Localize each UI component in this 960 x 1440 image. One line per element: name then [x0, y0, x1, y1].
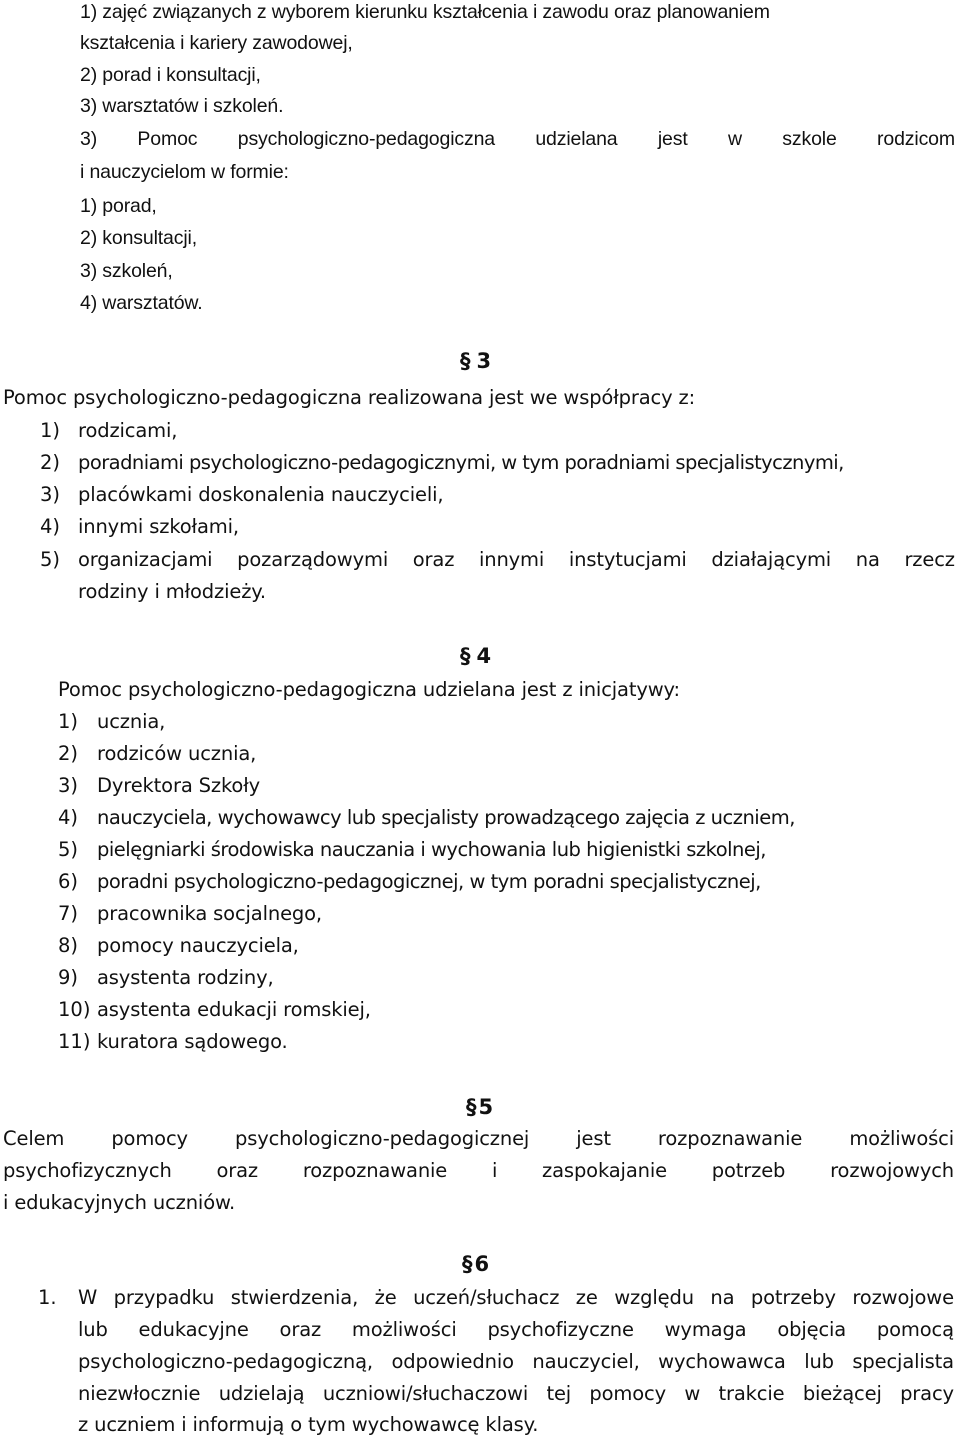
word: że — [374, 1286, 397, 1309]
list-number: 2) — [58, 742, 79, 765]
word: Pomoc — [137, 128, 198, 150]
intro-line-2: kształcenia i kariery zawodowej, — [80, 32, 353, 54]
list-item: rodziców ucznia, — [97, 742, 257, 765]
list-number: 3) — [40, 483, 61, 506]
list-number: 1. — [38, 1286, 57, 1309]
word: objęcia — [777, 1318, 847, 1341]
section-4-lead: Pomoc psychologiczno-pedagogiczna udzielana jest z inicjatywy: — [58, 678, 680, 701]
word: rozpoznawanie — [657, 1127, 803, 1150]
word: rozpoznawanie — [302, 1159, 448, 1182]
word: pomocą — [876, 1318, 954, 1341]
list-number: 5) — [40, 548, 61, 571]
intro-para3-item-1: 1) porad, — [80, 195, 157, 217]
list-item: poradni psychologiczno-pedagogicznej, w tym poradni specjalistycznej, — [97, 870, 761, 893]
section-mark: § — [462, 1252, 473, 1276]
list-number: 4) — [58, 806, 79, 829]
intro-line-4: 3) warsztatów i szkoleń. — [80, 95, 284, 117]
list-item: poradniami psychologiczno-pedagogicznymi, w tym poradniami specjalistycznymi, — [78, 451, 844, 474]
section-5-line2 — [3, 1159, 954, 1183]
section-mark: § — [466, 1095, 477, 1119]
word: lub — [78, 1318, 108, 1341]
word: 3) — [80, 128, 98, 150]
word: rodzicom — [877, 128, 955, 150]
word: rozwojowe — [852, 1286, 954, 1309]
section-6-line3 — [78, 1350, 954, 1374]
word: możliwości — [351, 1318, 457, 1341]
section-6-line2 — [78, 1318, 954, 1342]
word: potrzeby — [750, 1286, 836, 1309]
list-item: pracownika socjalnego, — [97, 902, 322, 925]
word: i — [491, 1159, 498, 1182]
list-number: 8) — [58, 934, 79, 957]
word: psychologiczno-pedagogiczna — [237, 128, 495, 150]
word: tej — [546, 1382, 572, 1405]
section-5-line3: i edukacyjnych uczniów. — [3, 1191, 236, 1214]
section-6-line5: z uczniem i informują o tym wychowawcę klasy. — [78, 1413, 539, 1436]
word: udzielają — [218, 1382, 305, 1405]
word: w — [727, 128, 742, 150]
list-item: Dyrektora Szkoły — [97, 774, 260, 797]
list-item: kuratora sądowego. — [97, 1030, 288, 1053]
word: względu — [614, 1286, 694, 1309]
word: uczniowi/słuchaczowi — [322, 1382, 529, 1405]
section-mark: § — [460, 349, 471, 373]
word: oraz — [216, 1159, 259, 1182]
section-3-heading — [460, 348, 491, 374]
word: ze — [575, 1286, 598, 1309]
intro-para3-line2: i nauczycielom w formie: — [80, 161, 289, 183]
list-item: nauczyciela, wychowawcy lub specjalisty prowadzącego zajęcia z uczniem, — [97, 806, 795, 829]
word: psychofizyczne — [487, 1318, 634, 1341]
word: jest — [657, 128, 688, 150]
list-item-5-line1 — [78, 548, 955, 572]
section-6-line1 — [78, 1286, 954, 1310]
section-3-lead: Pomoc psychologiczno-pedagogiczna realizowana jest we współpracy z: — [3, 386, 696, 409]
section-4-heading — [460, 643, 491, 669]
word: lub — [804, 1350, 834, 1373]
intro-line-1: 1) zajęć związanych z wyborem kierunku kształcenia i zawodu oraz planowaniem — [80, 1, 770, 23]
section-mark: § — [460, 644, 471, 668]
word: uczeń/słuchacz — [413, 1286, 560, 1309]
word: potrzeb — [711, 1159, 786, 1182]
word: jest — [576, 1127, 611, 1150]
list-number: 1) — [40, 419, 61, 442]
section-number: 3 — [476, 349, 492, 373]
word: bieżącej — [802, 1382, 882, 1405]
intro-para3-item-2: 2) konsultacji, — [80, 227, 197, 249]
word: przypadku — [113, 1286, 215, 1309]
list-item: rodzicami, — [78, 419, 178, 442]
word: wychowawca — [658, 1350, 786, 1373]
list-number: 10) — [58, 998, 91, 1021]
list-number: 6) — [58, 870, 79, 893]
list-item: placówkami doskonalenia nauczycieli, — [78, 483, 444, 506]
word: działającymi — [711, 548, 832, 571]
list-number: 1) — [58, 710, 79, 733]
word: pracy — [900, 1382, 954, 1405]
intro-para3-line1 — [80, 127, 955, 151]
list-item: asystenta rodziny, — [97, 966, 274, 989]
section-number: 5 — [478, 1095, 494, 1119]
list-item: innymi szkołami, — [78, 515, 239, 538]
word: trakcie — [718, 1382, 785, 1405]
section-5-heading — [466, 1094, 493, 1120]
word: pozarządowymi — [237, 548, 389, 571]
word: W — [78, 1286, 98, 1309]
word: zaspokajanie — [542, 1159, 667, 1182]
list-number: 2) — [40, 451, 61, 474]
list-number: 11) — [58, 1030, 91, 1053]
intro-line-3: 2) porad i konsultacji, — [80, 64, 261, 86]
word: Celem — [3, 1127, 65, 1150]
list-number: 7) — [58, 902, 79, 925]
word: niezwłocznie — [78, 1382, 201, 1405]
list-number: 5) — [58, 838, 79, 861]
word: pomocy — [111, 1127, 188, 1150]
word: możliwości — [849, 1127, 954, 1150]
word: na — [855, 548, 880, 571]
word: udzielana — [535, 128, 618, 150]
word: instytucjami — [568, 548, 687, 571]
word: wymaga — [664, 1318, 747, 1341]
word: odpowiednio — [391, 1350, 514, 1373]
word: psychologiczno-pedagogicznej — [234, 1127, 530, 1150]
word: rzecz — [904, 548, 955, 571]
word: oraz — [279, 1318, 322, 1341]
word: psychologiczno-pedagogiczną, — [78, 1350, 373, 1373]
section-5-line1 — [3, 1127, 954, 1151]
word: specjalista — [852, 1350, 954, 1373]
section-number: 4 — [476, 644, 492, 668]
word: stwierdzenia, — [230, 1286, 359, 1309]
section-number: 6 — [474, 1252, 490, 1276]
list-number: 4) — [40, 515, 61, 538]
word: na — [710, 1286, 735, 1309]
word: rozwojowych — [830, 1159, 954, 1182]
word: oraz — [412, 548, 455, 571]
word: szkole — [782, 128, 837, 150]
word: edukacyjne — [138, 1318, 249, 1341]
list-item: asystenta edukacji romskiej, — [97, 998, 371, 1021]
intro-para3-item-3: 3) szkoleń, — [80, 260, 173, 282]
section-6-line4 — [78, 1382, 954, 1406]
word: nauczyciel, — [532, 1350, 640, 1373]
section-6-heading — [462, 1251, 489, 1277]
word: psychofizycznych — [3, 1159, 172, 1182]
list-item-5-line2: rodziny i młodzieży. — [78, 580, 266, 603]
word: pomocy — [589, 1382, 667, 1405]
list-number: 9) — [58, 966, 79, 989]
list-item: ucznia, — [97, 710, 166, 733]
list-number: 3) — [58, 774, 79, 797]
list-item: pielęgniarki środowiska nauczania i wychowania lub higienistki szkolnej, — [97, 838, 767, 861]
list-item: pomocy nauczyciela, — [97, 934, 299, 957]
word: w — [684, 1382, 701, 1405]
word: innymi — [478, 548, 545, 571]
word: organizacjami — [78, 548, 213, 571]
intro-para3-item-4: 4) warsztatów. — [80, 292, 203, 314]
